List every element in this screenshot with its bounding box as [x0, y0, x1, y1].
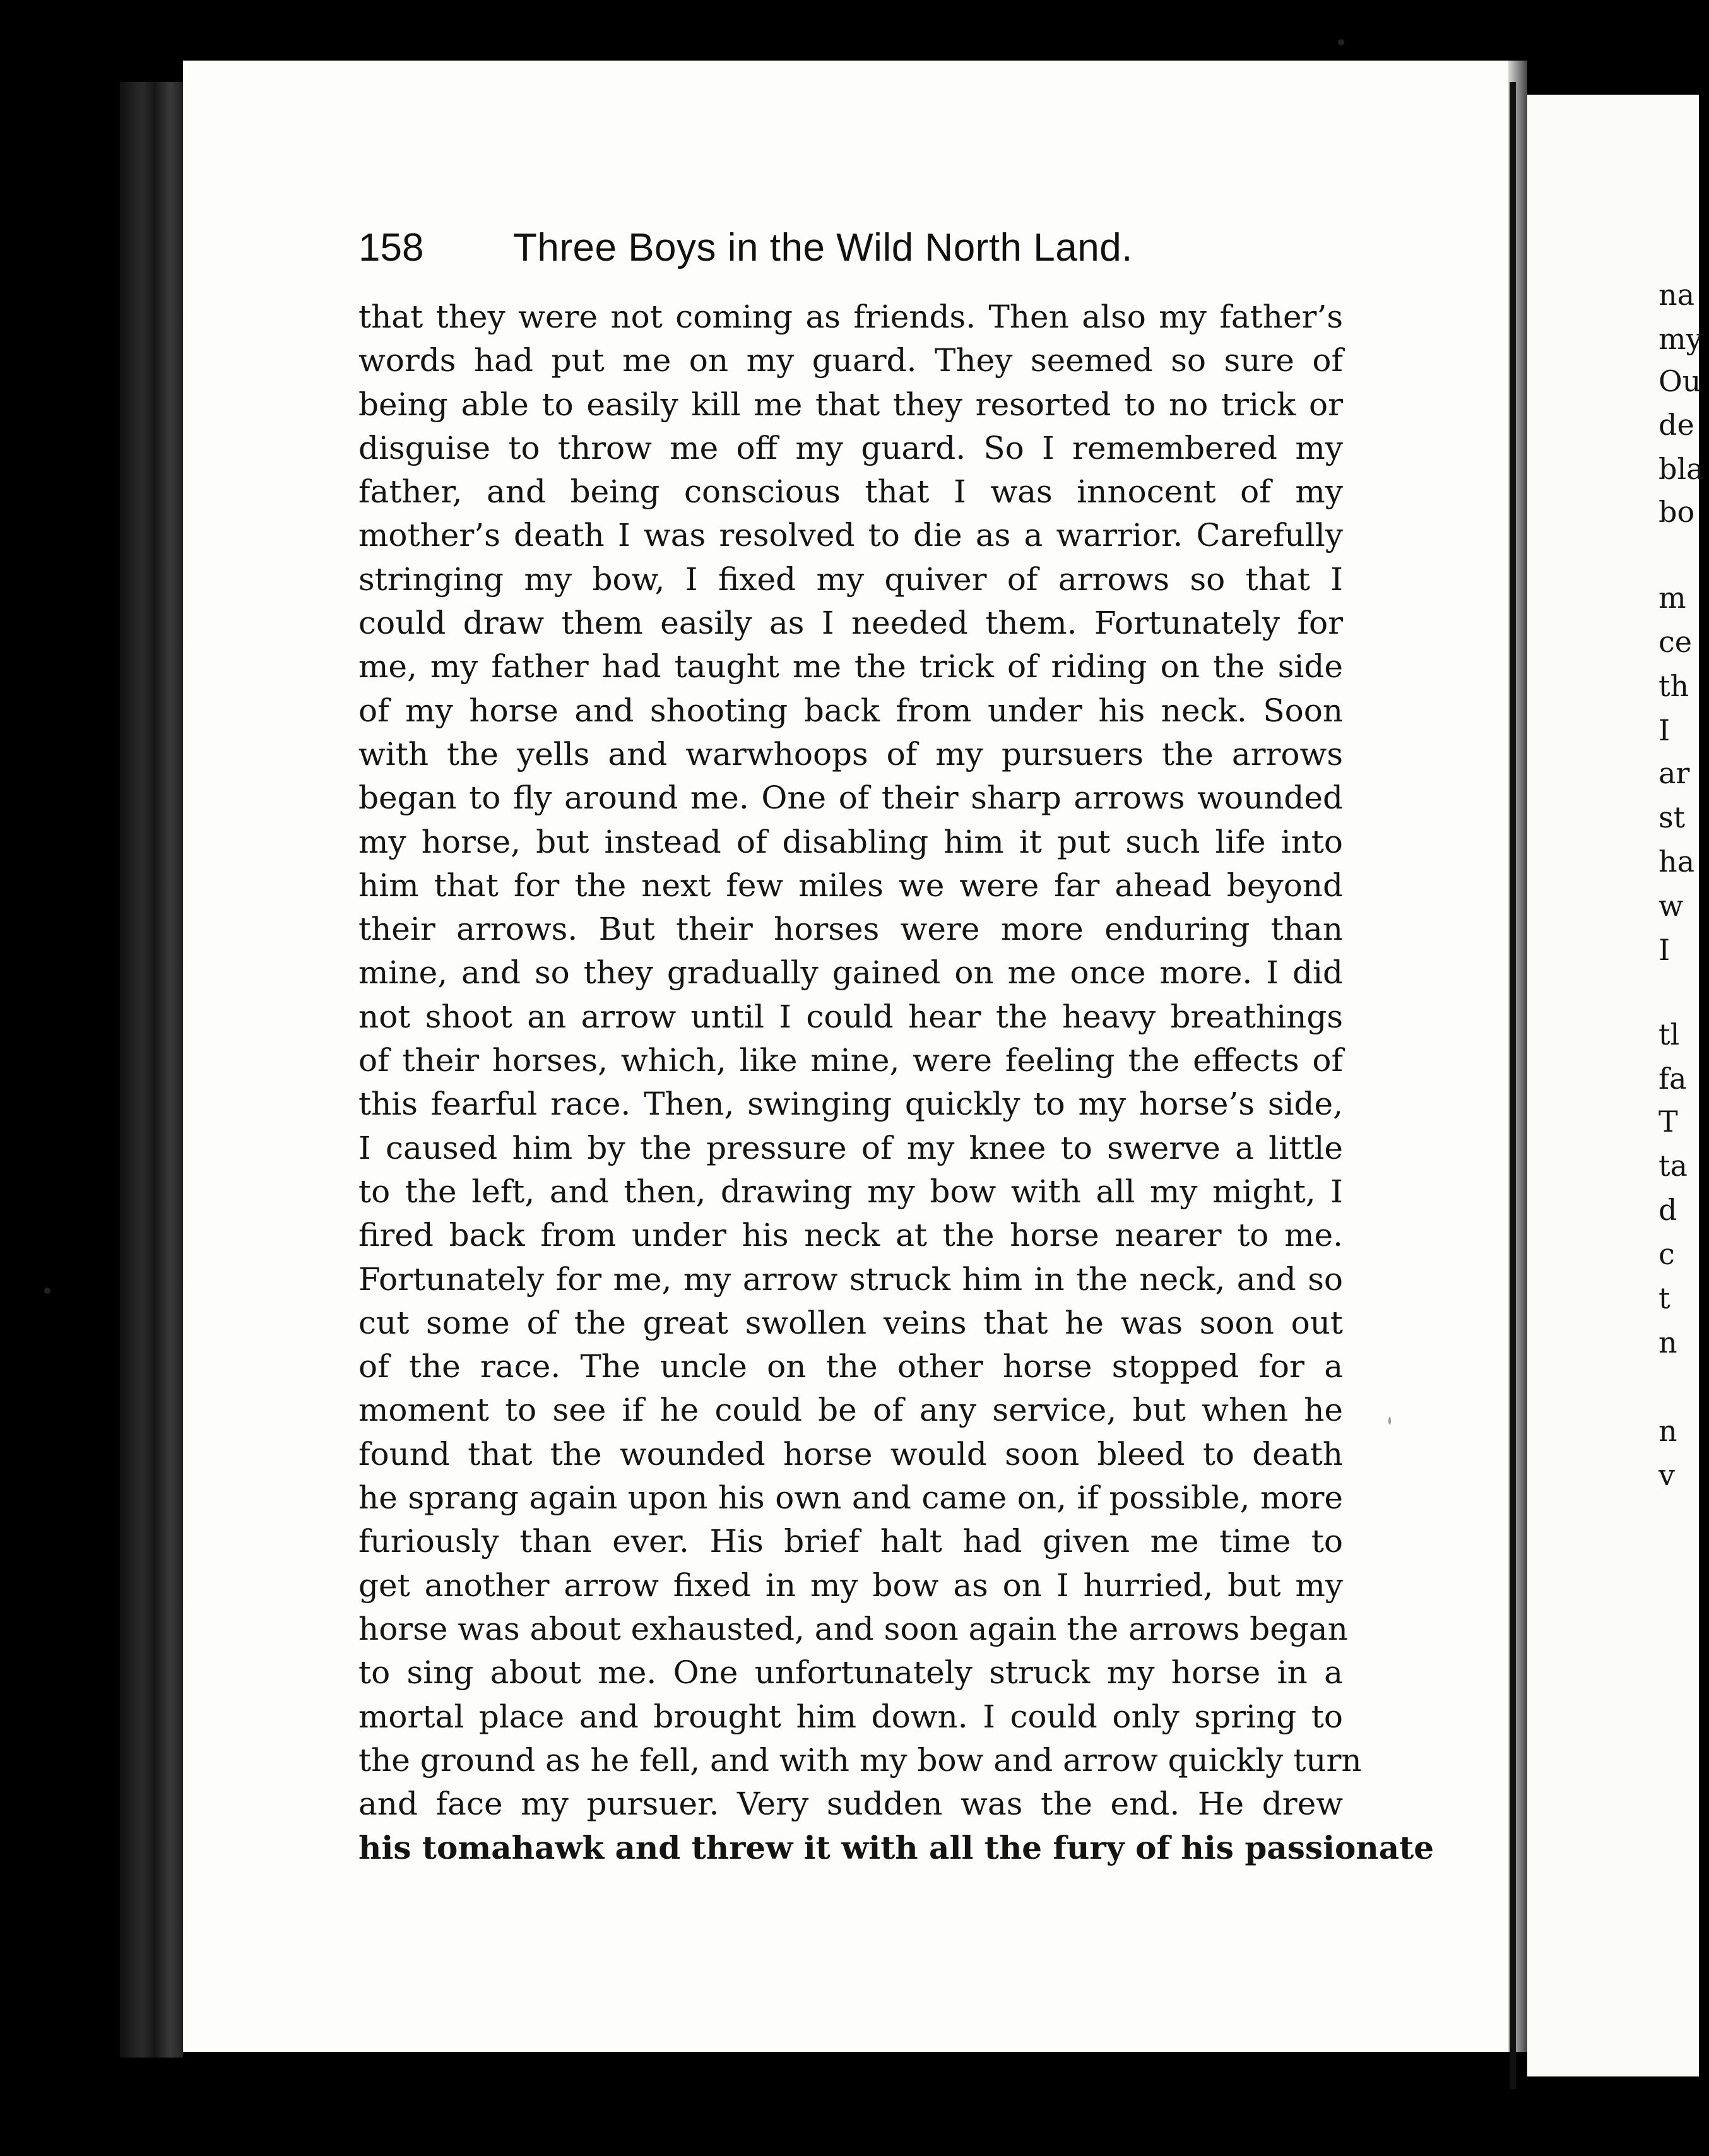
print-speck: [1388, 1417, 1391, 1424]
page-header: [358, 220, 1185, 276]
text-line: furiously than ever. His brief halt had given me time to: [358, 1523, 1343, 1560]
facing-page-fragment: n: [1659, 1325, 1677, 1359]
facing-page-fragment: ha: [1659, 844, 1695, 879]
facing-page-fragment: tl: [1659, 1017, 1680, 1051]
text-line: horse was about exhausted, and soon again the arrows began: [358, 1610, 1348, 1647]
text-line: that they were not coming as friends. Then also my father’s: [358, 299, 1343, 335]
text-line: words had put me on my guard. They seemed so sure of: [358, 342, 1343, 379]
text-line: mortal place and brought him down. I could only spring to: [358, 1698, 1343, 1735]
text-line: not shoot an arrow until I could hear the heavy breathings: [358, 998, 1343, 1035]
text-line: found that the wounded horse would soon bleed to death: [358, 1435, 1343, 1472]
text-line: me, my father had taught me the trick of riding on the side: [358, 648, 1343, 685]
facing-page-fragment: d: [1659, 1193, 1677, 1227]
text-line: his tomahawk and threw it with all the fury of his passionate: [358, 1829, 1434, 1867]
running-title: Three Boys in the Wild North Land.: [513, 226, 1133, 270]
page-number: 158: [358, 226, 424, 270]
facing-page-fragment: v: [1659, 1458, 1675, 1492]
text-line: their arrows. But their horses were more enduring than: [358, 911, 1343, 948]
facing-page-fragment: ta: [1659, 1149, 1688, 1183]
facing-page-fragment: Ou: [1659, 364, 1701, 398]
text-line: him that for the next few miles we were far ahead beyond: [358, 867, 1343, 904]
facing-page-fragment: m: [1659, 581, 1686, 615]
text-line: this fearful race. Then, swinging quickly to my horse’s side,: [358, 1086, 1343, 1123]
body-text: [358, 295, 1434, 1870]
facing-page-fragment: T: [1659, 1105, 1678, 1139]
text-line: being able to easily kill me that they resorted to no trick or: [358, 386, 1343, 423]
facing-page-fragment: de: [1659, 408, 1694, 442]
facing-page-fragment: th: [1659, 669, 1689, 703]
text-line: fired back from under his neck at the horse nearer to me.: [358, 1217, 1343, 1254]
text-line: to sing about me. One unfortunately struck my horse in a: [358, 1654, 1343, 1691]
print-speck: [44, 1288, 50, 1294]
text-line: of my horse and shooting back from under his neck. Soon: [358, 692, 1343, 729]
text-line: mother’s death I was resolved to die as a warrior. Carefully: [358, 517, 1343, 554]
facing-page-fragment: t: [1659, 1281, 1671, 1315]
facing-page-fragment: I: [1659, 713, 1671, 747]
facing-page-fragment: fa: [1659, 1062, 1687, 1096]
text-line: he sprang again upon his own and came on, if possible, more: [358, 1479, 1343, 1517]
text-line: began to fly around me. One of their sharp arrows wounded: [358, 779, 1343, 817]
text-line: moment to see if he could be of any service, but when he: [358, 1392, 1343, 1429]
facing-page-fragment: bo: [1659, 495, 1695, 529]
facing-page-fragment: ce: [1659, 625, 1692, 659]
text-line: my horse, but instead of disabling him it put such life into: [358, 823, 1343, 860]
text-line: mine, and so they gradually gained on me once more. I did: [358, 954, 1343, 992]
text-line: cut some of the great swollen veins that he was soon out: [358, 1304, 1343, 1341]
text-line: the ground as he fell, and with my bow and arrow quickly turn: [358, 1741, 1362, 1779]
facing-page-fragment: c: [1659, 1237, 1675, 1271]
text-line: of their horses, which, like mine, were feeling the effects of: [358, 1042, 1343, 1079]
text-line: father, and being conscious that I was innocent of my: [358, 473, 1343, 511]
gutter-fold: [1510, 82, 1516, 2089]
text-line: stringing my bow, I fixed my quiver of arrows so that I: [358, 560, 1343, 598]
text-line: I caused him by the pressure of my knee to swerve a little: [358, 1129, 1343, 1166]
facing-page-fragment: I: [1659, 933, 1671, 967]
facing-page-fragment: n: [1659, 1414, 1677, 1448]
text-line: could draw them easily as I needed them. Fortunately for: [358, 605, 1343, 642]
book-binding-edge: [120, 82, 183, 2058]
text-line: of the race. The uncle on the other horse stopped for a: [358, 1348, 1343, 1385]
facing-page-fragment: w: [1659, 889, 1684, 923]
facing-page-fragment: my: [1659, 322, 1703, 356]
print-speck: [1338, 39, 1344, 45]
text-line: get another arrow fixed in my bow as on I hurried, but my: [358, 1567, 1343, 1604]
text-line: with the yells and warwhoops of my pursuers the arrows: [358, 735, 1343, 773]
text-line: disguise to throw me off my guard. So I remembered my: [358, 429, 1343, 466]
text-line: and face my pursuer. Very sudden was the end. He drew: [358, 1786, 1343, 1823]
facing-page-fragment: na: [1659, 278, 1695, 312]
text-line: Fortunately for me, my arrow struck him in the neck, and so: [358, 1260, 1343, 1298]
facing-page-fragment: bla: [1659, 452, 1704, 486]
facing-page-fragment: ar: [1659, 756, 1690, 790]
text-line: to the left, and then, drawing my bow with all my might, I: [358, 1173, 1343, 1210]
facing-page-fragment: st: [1659, 800, 1686, 834]
